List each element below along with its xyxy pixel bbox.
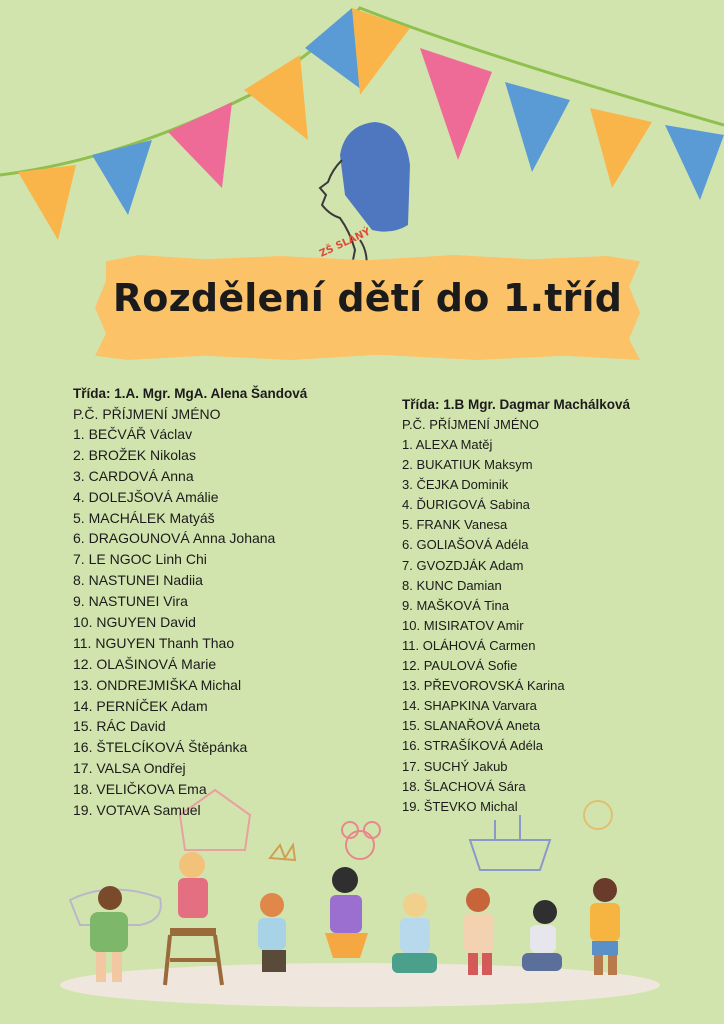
student-name: Ondřej — [143, 760, 186, 777]
student-name: Adam — [171, 697, 208, 714]
student-row — [73, 633, 307, 654]
student-name: Anna — [160, 467, 194, 484]
student-surname: OLAŠINOVÁ — [96, 655, 178, 672]
student-name: Matěj — [460, 437, 493, 452]
student-row — [402, 435, 630, 455]
logo-text: ZŠ SLANÝ — [317, 226, 373, 260]
student-row — [402, 535, 630, 555]
student-surname: NGUYEN — [95, 634, 156, 651]
student-surname: BUKATIUK — [416, 457, 481, 473]
class-b-column-header: P.Č. PŘÍJMENÍ JMÉNO — [402, 417, 540, 432]
student-surname: MISIRATOV — [423, 617, 495, 633]
student-number: 7. — [402, 557, 413, 573]
class-a-column-header: P.Č. PŘÍJMENÍ JMÉNO — [73, 406, 221, 422]
student-name: Adam — [489, 557, 524, 573]
student-row — [73, 654, 307, 675]
student-surname: STRAŠÍKOVÁ — [423, 738, 507, 754]
student-number: 17. — [73, 760, 93, 777]
student-name: Adéla — [509, 738, 543, 754]
student-number: 4. — [73, 488, 85, 505]
student-surname: VOTAVA — [96, 802, 150, 819]
student-row — [73, 800, 307, 821]
student-row — [402, 455, 630, 475]
student-number: 16. — [73, 739, 93, 756]
logo-hat — [340, 122, 410, 232]
student-number: 7. — [73, 551, 85, 568]
student-surname: GOLIAŠOVÁ — [416, 537, 493, 553]
student-name: Karina — [527, 678, 565, 694]
student-number: 15. — [402, 718, 421, 734]
student-number: 10. — [73, 614, 93, 631]
student-surname: CARDOVÁ — [88, 467, 158, 484]
student-row — [402, 515, 630, 535]
student-row — [402, 576, 630, 596]
student-row — [73, 570, 307, 591]
student-number: 18. — [73, 781, 93, 798]
student-surname: KUNC — [416, 577, 454, 593]
student-row — [402, 736, 630, 756]
student-row — [402, 757, 630, 777]
student-row — [402, 797, 630, 817]
student-name: Carmen — [489, 637, 536, 653]
student-name: Vanesa — [464, 517, 508, 533]
flag — [420, 48, 492, 160]
student-row — [73, 591, 307, 612]
student-surname: PŘEVOROVSKÁ — [423, 678, 524, 694]
student-name: Samuel — [153, 802, 201, 819]
page-title: Rozdělení dětí do 1.tříd — [112, 276, 623, 320]
flag — [244, 55, 308, 140]
student-surname: SHAPKINA — [423, 698, 489, 714]
student-row — [73, 445, 307, 466]
student-number: 10. — [402, 617, 421, 633]
student-row — [73, 487, 307, 508]
student-surname: DRAGOUNOVÁ — [88, 530, 190, 547]
student-surname: OLÁHOVÁ — [422, 637, 486, 653]
student-name: Anna Johana — [192, 530, 276, 547]
student-surname: ALEXA — [415, 437, 457, 452]
student-number: 19. — [402, 798, 421, 814]
class-a-section — [73, 386, 307, 821]
student-row — [73, 779, 307, 800]
student-surname: SLANAŘOVÁ — [423, 718, 504, 734]
student-row — [402, 616, 630, 636]
student-row — [73, 549, 307, 570]
student-row — [73, 758, 307, 779]
student-row — [73, 528, 307, 549]
student-name: Amálie — [175, 488, 219, 505]
student-name: Sofie — [487, 658, 518, 674]
student-row — [402, 495, 630, 515]
student-number: 4. — [402, 497, 413, 513]
class-b-heading: Třída: 1.B Mgr. Dagmar Machálková — [402, 397, 631, 412]
student-number: 2. — [73, 446, 85, 463]
student-name: Ema — [177, 781, 207, 798]
student-number: 14. — [73, 697, 93, 714]
student-number: 9. — [402, 597, 413, 613]
flag — [92, 140, 152, 215]
student-number: 13. — [402, 678, 421, 694]
student-row — [402, 716, 630, 736]
student-row — [402, 696, 630, 716]
student-surname: ONDREJMIŠKA — [96, 676, 197, 693]
student-name: Sára — [498, 778, 526, 794]
student-name: Aneta — [506, 718, 541, 734]
student-surname: PAULOVÁ — [423, 658, 485, 674]
children-illustration — [60, 790, 660, 1007]
student-surname: GVOZDJÁK — [416, 557, 487, 573]
student-row — [73, 737, 307, 758]
student-surname: ŠLACHOVÁ — [423, 778, 495, 794]
student-number: 3. — [73, 467, 85, 484]
student-surname: ČEJKA — [416, 477, 458, 493]
student-row — [73, 508, 307, 529]
flag — [590, 108, 652, 188]
student-name: Varvara — [492, 698, 537, 714]
student-row — [73, 424, 307, 445]
student-surname: RÁC — [96, 718, 126, 735]
student-row — [73, 696, 307, 717]
flag — [352, 8, 410, 95]
student-number: 5. — [73, 509, 85, 526]
student-surname: ĎURIGOVÁ — [416, 497, 486, 513]
student-number: 12. — [73, 655, 93, 672]
student-row — [402, 676, 630, 696]
student-number: 6. — [402, 537, 413, 553]
student-surname: PERNÍČEK — [96, 697, 168, 714]
student-surname: BEČVÁŘ — [88, 426, 147, 442]
student-surname: NASTUNEI — [88, 593, 160, 610]
student-number: 6. — [73, 530, 85, 547]
student-name: Maksym — [484, 457, 533, 473]
student-number: 2. — [402, 457, 413, 473]
student-number: 1. — [73, 426, 85, 442]
student-row — [402, 596, 630, 616]
student-number: 16. — [402, 738, 421, 754]
student-surname: FRANK — [416, 517, 461, 533]
student-number: 15. — [73, 718, 93, 735]
student-name: Amir — [496, 617, 524, 633]
student-number: 8. — [73, 572, 85, 589]
flag — [665, 125, 724, 200]
student-name: Linh Chi — [155, 551, 207, 568]
student-name: David — [129, 718, 166, 735]
student-row — [402, 475, 630, 495]
student-number: 13. — [73, 676, 93, 693]
student-number: 1. — [402, 437, 413, 452]
class-a-heading: Třída: 1.A. Mgr. MgA. Alena Šandová — [73, 386, 308, 401]
student-row — [73, 466, 307, 487]
student-number: 8. — [402, 577, 413, 593]
student-name: Nadiia — [163, 572, 203, 589]
student-number: 11. — [73, 634, 92, 651]
student-name: Jakub — [472, 758, 508, 774]
student-number: 19. — [73, 802, 93, 819]
student-number: 3. — [402, 477, 413, 493]
student-row — [73, 612, 307, 633]
student-surname: VELIČKOVA — [96, 781, 174, 798]
student-name: Sabina — [489, 497, 530, 513]
student-row — [73, 716, 307, 737]
student-surname: ŠTELCÍKOVÁ — [96, 739, 185, 756]
student-surname: ŠTEVKO — [423, 798, 477, 814]
student-row — [402, 777, 630, 797]
class-b-student-list — [402, 435, 630, 817]
student-surname: BROŽEK — [88, 446, 147, 463]
student-name: Vira — [163, 593, 188, 610]
flag — [18, 165, 76, 240]
student-name: Damian — [456, 577, 502, 593]
student-name: Marie — [181, 655, 217, 672]
student-surname: MAŠKOVÁ — [416, 597, 481, 613]
student-row — [402, 556, 630, 576]
class-b-section — [402, 397, 630, 817]
student-name: Štěpánka — [188, 739, 248, 756]
student-surname: VALSA — [96, 760, 140, 777]
student-row — [402, 656, 630, 676]
student-name: David — [160, 614, 196, 631]
student-number: 9. — [73, 593, 85, 610]
student-surname: SUCHÝ — [423, 758, 470, 774]
student-name: Adéla — [495, 537, 529, 553]
student-row — [73, 675, 307, 696]
student-row — [402, 636, 630, 656]
student-name: Matyáš — [169, 509, 215, 526]
student-name: Tina — [484, 597, 509, 613]
student-number: 12. — [402, 658, 421, 674]
student-surname: MACHÁLEK — [88, 509, 166, 526]
school-logo — [317, 122, 410, 275]
student-name: Michal — [480, 798, 518, 814]
student-surname: LE NGOC — [88, 551, 152, 568]
student-name: Thanh Thao — [158, 634, 235, 651]
student-name: Václav — [150, 426, 193, 442]
student-name: Michal — [200, 676, 242, 693]
student-number: 11. — [402, 637, 420, 653]
student-number: 5. — [402, 517, 413, 533]
student-name: Dominik — [461, 477, 509, 493]
student-number: 18. — [402, 778, 421, 794]
student-surname: DOLEJŠOVÁ — [88, 488, 173, 505]
class-a-student-list — [73, 424, 307, 821]
flag — [505, 82, 570, 172]
student-surname: NASTUNEI — [88, 572, 160, 589]
student-number: 17. — [402, 758, 421, 774]
student-surname: NGUYEN — [96, 614, 157, 631]
student-number: 14. — [402, 698, 421, 714]
flag — [168, 102, 232, 188]
student-name: Nikolas — [150, 446, 196, 463]
